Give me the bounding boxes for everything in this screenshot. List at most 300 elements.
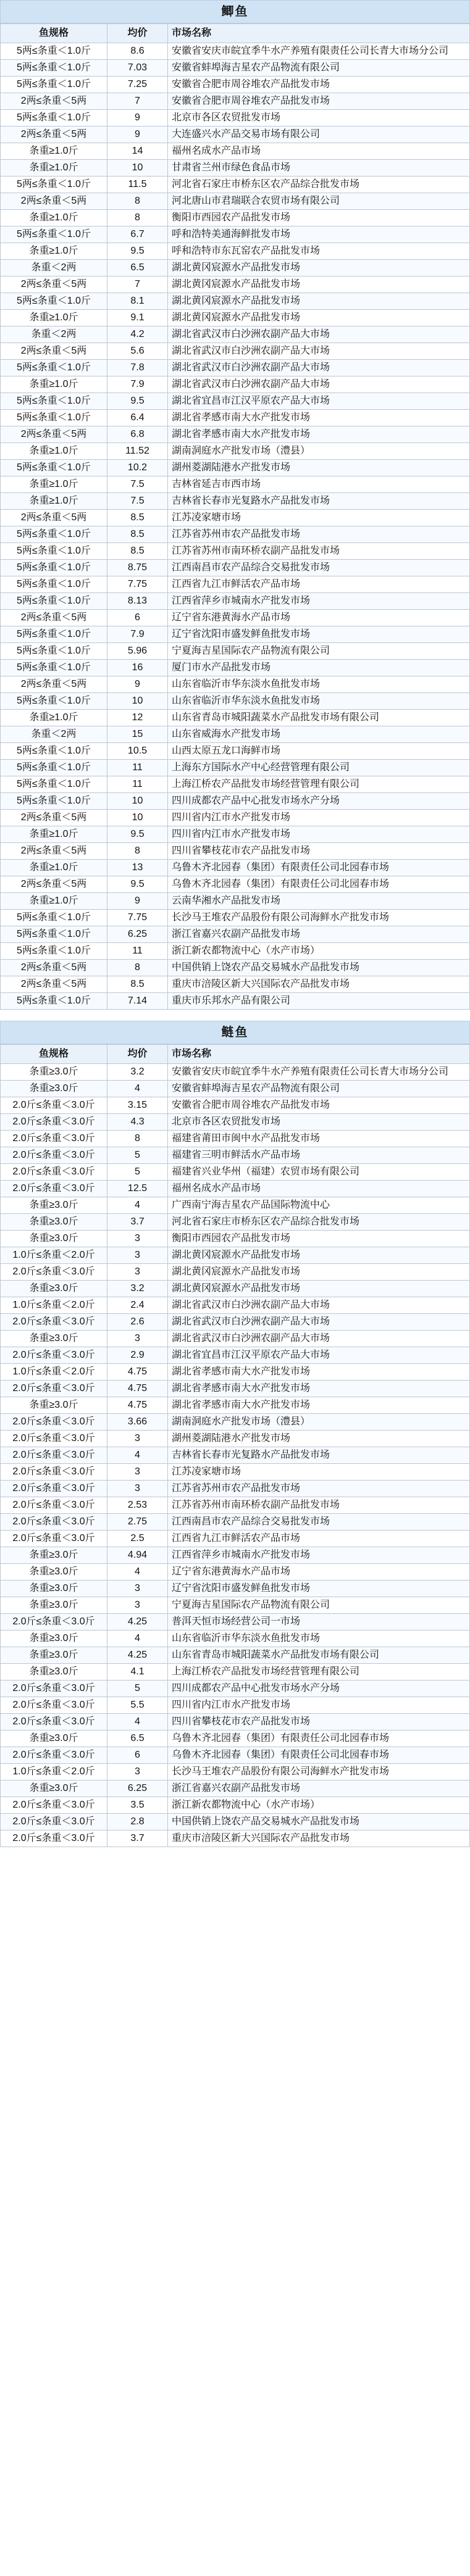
table-row	[1, 510, 470, 526]
cell-spec: 2.0斤≤条重＜3.0斤	[1, 1714, 107, 1730]
cell-spec: 5两≤条重＜1.0斤	[1, 226, 107, 243]
table-row	[1, 1497, 470, 1514]
table-row	[1, 110, 470, 127]
table-row	[1, 626, 470, 643]
cell-spec: 5两≤条重＜1.0斤	[1, 410, 107, 426]
cell-price: 11	[107, 776, 168, 793]
cell-spec: 5两≤条重＜1.0斤	[1, 643, 107, 660]
table-row	[1, 243, 470, 260]
table-row	[1, 276, 470, 293]
cell-market: 江苏省苏州市南环桥农副产品批发市场	[168, 543, 470, 560]
table-row	[1, 410, 470, 426]
cell-market: 湖北省武汉市白沙洲农副产品大市场	[168, 1297, 470, 1314]
cell-price: 4.75	[107, 1397, 168, 1414]
table-row	[1, 526, 470, 543]
cell-spec: 2.0斤≤条重＜3.0斤	[1, 1747, 107, 1764]
cell-market: 安徽省合肥市周谷堆农产品批发市场	[168, 1097, 470, 1114]
cell-spec: 2两≤条重＜5两	[1, 276, 107, 293]
table-row	[1, 1614, 470, 1631]
table-row	[1, 1431, 470, 1447]
cell-market: 江苏省苏州市南环桥农副产品批发市场	[168, 1497, 470, 1514]
cell-price: 6.7	[107, 226, 168, 243]
cell-spec: 2两≤条重＜5两	[1, 960, 107, 976]
cell-price: 9	[107, 676, 168, 693]
cell-spec: 5两≤条重＜1.0斤	[1, 293, 107, 310]
cell-market: 河北唐山市君瑞联合农贸市场有限公司	[168, 193, 470, 210]
cell-spec: 2.0斤≤条重＜3.0斤	[1, 1531, 107, 1547]
cell-spec: 条重≥1.0斤	[1, 243, 107, 260]
cell-price: 6.5	[107, 260, 168, 276]
table-row	[1, 1164, 470, 1181]
cell-spec: 5两≤条重＜1.0斤	[1, 177, 107, 193]
table-row	[1, 193, 470, 210]
header-market: 市场名称	[168, 24, 470, 43]
cell-price: 9.5	[107, 243, 168, 260]
table-row	[1, 610, 470, 626]
header-price: 均价	[107, 1045, 168, 1064]
cell-price: 6	[107, 1747, 168, 1764]
price-table	[0, 1044, 470, 1847]
cell-spec: 5两≤条重＜1.0斤	[1, 993, 107, 1010]
cell-spec: 5两≤条重＜1.0斤	[1, 560, 107, 576]
cell-price: 12.5	[107, 1181, 168, 1197]
cell-price: 4.2	[107, 326, 168, 343]
cell-spec: 2.0斤≤条重＜3.0斤	[1, 1164, 107, 1181]
cell-price: 8	[107, 960, 168, 976]
table-row	[1, 360, 470, 376]
cell-price: 8.13	[107, 593, 168, 610]
cell-price: 5.5	[107, 1697, 168, 1714]
cell-spec: 2两≤条重＜5两	[1, 676, 107, 693]
cell-market: 湖北省孝感市南大水产批发市场	[168, 410, 470, 426]
cell-price: 2.53	[107, 1497, 168, 1514]
cell-market: 江苏凌家塘市场	[168, 510, 470, 526]
table-row	[1, 60, 470, 77]
cell-price: 3	[107, 1481, 168, 1497]
cell-market: 重庆市乐邦水产品有限公司	[168, 993, 470, 1010]
cell-spec: 5两≤条重＜1.0斤	[1, 576, 107, 593]
cell-spec: 2.0斤≤条重＜3.0斤	[1, 1514, 107, 1531]
cell-market: 湖北省孝感市南大水产批发市场	[168, 426, 470, 443]
table-row	[1, 1547, 470, 1564]
table-row	[1, 77, 470, 93]
table-row	[1, 293, 470, 310]
cell-spec: 条重＜2两	[1, 260, 107, 276]
table-row	[1, 1131, 470, 1147]
cell-price: 3	[107, 1464, 168, 1481]
cell-market: 上海江桥农产品批发市场经营管理有限公司	[168, 1664, 470, 1681]
table-row	[1, 593, 470, 610]
cell-spec: 2.0斤≤条重＜3.0斤	[1, 1147, 107, 1164]
cell-market: 山东省临沂市华东淡水鱼批发市场	[168, 693, 470, 710]
cell-market: 安徽省安庆市皖宜季牛水产养殖有限责任公司长青大市场分公司	[168, 43, 470, 60]
cell-price: 3.5	[107, 1797, 168, 1814]
cell-market: 山东省临沂市华东淡水鱼批发市场	[168, 676, 470, 693]
cell-price: 10	[107, 793, 168, 810]
table-row	[1, 1631, 470, 1647]
cell-price: 2.4	[107, 1297, 168, 1314]
table-row	[1, 1381, 470, 1397]
cell-spec: 条重≥1.0斤	[1, 160, 107, 177]
cell-price: 9.5	[107, 876, 168, 893]
table-row	[1, 1514, 470, 1531]
cell-price: 8.1	[107, 293, 168, 310]
cell-spec: 条重≥1.0斤	[1, 443, 107, 460]
cell-spec: 2两≤条重＜5两	[1, 127, 107, 143]
cell-price: 6	[107, 610, 168, 626]
cell-price: 3	[107, 1597, 168, 1614]
cell-market: 湖北黄冈宸源水产品批发市场	[168, 310, 470, 326]
cell-price: 7.5	[107, 476, 168, 493]
table-row	[1, 1347, 470, 1364]
cell-spec: 2.0斤≤条重＜3.0斤	[1, 1314, 107, 1331]
cell-price: 4.1	[107, 1664, 168, 1681]
cell-market: 湖南洞庭水产批发市场（澧县）	[168, 1414, 470, 1431]
section-title: 鲢鱼	[0, 1021, 470, 1044]
cell-market: 呼和浩特市东瓦窑农产品批发市场	[168, 243, 470, 260]
cell-market: 重庆市涪陵区新大兴国际农产品批发市场	[168, 976, 470, 993]
cell-spec: 2两≤条重＜5两	[1, 610, 107, 626]
cell-market: 安徽省合肥市周谷堆农产品批发市场	[168, 93, 470, 110]
cell-spec: 条重≥3.0斤	[1, 1081, 107, 1097]
table-row	[1, 543, 470, 560]
cell-spec: 2两≤条重＜5两	[1, 976, 107, 993]
cell-spec: 5两≤条重＜1.0斤	[1, 593, 107, 610]
cell-price: 6.8	[107, 426, 168, 443]
cell-market: 乌鲁木齐北园春（集团）有限责任公司北园春市场	[168, 860, 470, 876]
cell-market: 衡阳市西园农产品批发市场	[168, 1231, 470, 1247]
table-row	[1, 1814, 470, 1830]
cell-price: 15	[107, 726, 168, 743]
cell-price: 7.9	[107, 376, 168, 393]
table-row	[1, 1664, 470, 1681]
table-row	[1, 910, 470, 926]
table-row	[1, 1297, 470, 1314]
cell-market: 辽宁省东港黄海水产品市场	[168, 1564, 470, 1581]
cell-market: 山东省青岛市城阳蔬菜水产品批发市场有限公司	[168, 710, 470, 726]
cell-spec: 条重≥3.0斤	[1, 1214, 107, 1231]
table-row	[1, 743, 470, 760]
table-row	[1, 1647, 470, 1664]
cell-market: 山东省临沂市华东淡水鱼批发市场	[168, 1631, 470, 1647]
cell-price: 4.25	[107, 1647, 168, 1664]
cell-price: 10	[107, 160, 168, 177]
cell-spec: 2.0斤≤条重＜3.0斤	[1, 1447, 107, 1464]
cell-price: 4.94	[107, 1547, 168, 1564]
cell-price: 16	[107, 660, 168, 676]
cell-spec: 5两≤条重＜1.0斤	[1, 926, 107, 943]
table-row	[1, 393, 470, 410]
cell-market: 甘肃省兰州市绿色食品市场	[168, 160, 470, 177]
cell-spec: 条重≥1.0斤	[1, 376, 107, 393]
cell-market: 湖北省孝感市南大水产批发市场	[168, 1381, 470, 1397]
cell-spec: 条重≥3.0斤	[1, 1231, 107, 1247]
cell-market: 湖北黄冈宸源水产品批发市场	[168, 1281, 470, 1297]
cell-market: 湖北省武汉市白沙洲农副产品大市场	[168, 1314, 470, 1331]
cell-market: 湖北黄冈宸源水产品批发市场	[168, 1264, 470, 1281]
cell-market: 厦门市水产品批发市场	[168, 660, 470, 676]
cell-price: 4.75	[107, 1364, 168, 1381]
table-row	[1, 1314, 470, 1331]
cell-spec: 条重≥3.0斤	[1, 1281, 107, 1297]
section-spacer	[0, 1010, 470, 1021]
table-row	[1, 376, 470, 393]
cell-market: 吉林省长春市光复路水产品批发市场	[168, 493, 470, 510]
cell-price: 4	[107, 1447, 168, 1464]
cell-market: 福建省三明市鲜活水产品市场	[168, 1147, 470, 1164]
table-row	[1, 476, 470, 493]
table-row	[1, 1764, 470, 1780]
cell-market: 江西省萍乡市城南水产批发市场	[168, 1547, 470, 1564]
cell-price: 4.3	[107, 1114, 168, 1131]
cell-spec: 2.0斤≤条重＜3.0斤	[1, 1414, 107, 1431]
cell-price: 6.4	[107, 410, 168, 426]
cell-market: 湖北黄冈宸源水产品批发市场	[168, 1247, 470, 1264]
table-row	[1, 1197, 470, 1214]
cell-price: 6.5	[107, 1730, 168, 1747]
cell-market: 河北省石家庄市桥东区农产品综合批发市场	[168, 177, 470, 193]
cell-market: 四川省内江市水产批发市场	[168, 826, 470, 843]
cell-market: 四川省内江市水产批发市场	[168, 1697, 470, 1714]
table-row	[1, 1780, 470, 1797]
cell-price: 10	[107, 693, 168, 710]
cell-price: 3	[107, 1764, 168, 1780]
table-row	[1, 460, 470, 476]
cell-market: 四川省内江市水产批发市场	[168, 810, 470, 826]
table-row	[1, 1564, 470, 1581]
table-row	[1, 1714, 470, 1730]
cell-spec: 2两≤条重＜5两	[1, 510, 107, 526]
cell-spec: 条重≥3.0斤	[1, 1597, 107, 1614]
cell-price: 14	[107, 143, 168, 160]
table-row	[1, 926, 470, 943]
cell-price: 3	[107, 1264, 168, 1281]
table-row	[1, 127, 470, 143]
cell-price: 13	[107, 860, 168, 876]
cell-price: 3.15	[107, 1097, 168, 1114]
cell-spec: 2.0斤≤条重＜3.0斤	[1, 1497, 107, 1514]
cell-spec: 条重≥3.0斤	[1, 1197, 107, 1214]
cell-market: 福建省莆田市闽中水产品批发市场	[168, 1131, 470, 1147]
cell-spec: 5两≤条重＜1.0斤	[1, 110, 107, 127]
cell-market: 江苏省苏州市农产品批发市场	[168, 526, 470, 543]
cell-market: 江苏省苏州市农产品批发市场	[168, 1481, 470, 1497]
cell-market: 湖北省宜昌市江汉平原农产品大市场	[168, 393, 470, 410]
cell-spec: 2.0斤≤条重＜3.0斤	[1, 1681, 107, 1697]
cell-market: 衡阳市西园农产品批发市场	[168, 210, 470, 226]
cell-price: 2.75	[107, 1514, 168, 1531]
cell-market: 江西南昌市农产品综合交易批发市场	[168, 1514, 470, 1531]
cell-price: 8.5	[107, 526, 168, 543]
cell-price: 9	[107, 893, 168, 910]
cell-market: 辽宁省沈阳市盛发鲜鱼批发市场	[168, 1581, 470, 1597]
cell-market: 湖北黄冈宸源水产品批发市场	[168, 293, 470, 310]
cell-spec: 2.0斤≤条重＜3.0斤	[1, 1114, 107, 1131]
cell-spec: 5两≤条重＜1.0斤	[1, 43, 107, 60]
cell-spec: 5两≤条重＜1.0斤	[1, 943, 107, 960]
cell-spec: 2两≤条重＜5两	[1, 843, 107, 860]
cell-price: 3	[107, 1231, 168, 1247]
cell-market: 辽宁省东港黄海水产品市场	[168, 610, 470, 626]
cell-price: 11	[107, 760, 168, 776]
cell-spec: 5两≤条重＜1.0斤	[1, 543, 107, 560]
cell-spec: 2.0斤≤条重＜3.0斤	[1, 1264, 107, 1281]
cell-price: 3.66	[107, 1414, 168, 1431]
cell-market: 长沙马王堆农产品股份有限公司海鲜水产批发市场	[168, 1764, 470, 1780]
cell-price: 4.25	[107, 1614, 168, 1631]
cell-price: 4	[107, 1197, 168, 1214]
table-row	[1, 660, 470, 676]
cell-price: 8	[107, 210, 168, 226]
cell-market: 宁夏海吉星国际农产品物流有限公司	[168, 1597, 470, 1614]
header-price: 均价	[107, 24, 168, 43]
cell-market: 四川省攀枝花市农产品批发市场	[168, 843, 470, 860]
cell-market: 湖北省武汉市白沙洲农副产品大市场	[168, 376, 470, 393]
cell-market: 福州名成水产品市场	[168, 143, 470, 160]
cell-spec: 条重≥3.0斤	[1, 1331, 107, 1347]
table-row	[1, 43, 470, 60]
table-row	[1, 1097, 470, 1114]
cell-price: 8.5	[107, 543, 168, 560]
cell-price: 5	[107, 1164, 168, 1181]
cell-spec: 条重＜2两	[1, 726, 107, 743]
cell-price: 9	[107, 127, 168, 143]
cell-market: 山西太原五龙口海鲜市场	[168, 743, 470, 760]
cell-price: 5.6	[107, 343, 168, 360]
table-row	[1, 1414, 470, 1431]
cell-price: 8.6	[107, 43, 168, 60]
table-row	[1, 1397, 470, 1414]
cell-price: 9.1	[107, 310, 168, 326]
cell-price: 3	[107, 1247, 168, 1264]
table-row	[1, 860, 470, 876]
table-row	[1, 643, 470, 660]
cell-price: 10	[107, 810, 168, 826]
cell-market: 呼和浩特美通海鲜批发市场	[168, 226, 470, 243]
cell-market: 普洱天恒市场经营公司一市场	[168, 1614, 470, 1631]
header-spec: 鱼规格	[1, 1045, 107, 1064]
table-row	[1, 793, 470, 810]
table-row	[1, 726, 470, 743]
cell-spec: 条重≥1.0斤	[1, 860, 107, 876]
table-row	[1, 1231, 470, 1247]
table-row	[1, 1697, 470, 1714]
cell-price: 4	[107, 1714, 168, 1730]
cell-price: 5	[107, 1147, 168, 1164]
cell-price: 5.96	[107, 643, 168, 660]
cell-market: 上海江桥农产品批发市场经营管理有限公司	[168, 776, 470, 793]
cell-market: 安徽省蚌埠海吉星农产品物流有限公司	[168, 1081, 470, 1097]
cell-spec: 2.0斤≤条重＜3.0斤	[1, 1814, 107, 1830]
cell-market: 江西省萍乡市城南水产批发市场	[168, 593, 470, 610]
cell-price: 7.25	[107, 77, 168, 93]
table-row	[1, 443, 470, 460]
cell-price: 8.5	[107, 510, 168, 526]
cell-spec: 1.0斤≤条重＜2.0斤	[1, 1247, 107, 1264]
cell-spec: 2两≤条重＜5两	[1, 193, 107, 210]
table-row	[1, 943, 470, 960]
table-row	[1, 1281, 470, 1297]
table-row	[1, 310, 470, 326]
cell-spec: 2两≤条重＜5两	[1, 426, 107, 443]
table-row	[1, 710, 470, 726]
cell-market: 安徽省安庆市皖宜季牛水产养殖有限责任公司长青大市场分公司	[168, 1064, 470, 1081]
cell-market: 安徽省合肥市周谷堆农产品批发市场	[168, 77, 470, 93]
table-row	[1, 576, 470, 593]
cell-price: 8	[107, 193, 168, 210]
cell-price: 2.5	[107, 1531, 168, 1547]
cell-spec: 条重＜2两	[1, 326, 107, 343]
cell-price: 6.25	[107, 1780, 168, 1797]
cell-market: 湖北黄冈宸源水产品批发市场	[168, 260, 470, 276]
cell-market: 湖北省武汉市白沙洲农副产品大市场	[168, 1331, 470, 1347]
table-row	[1, 1581, 470, 1597]
table-row	[1, 776, 470, 793]
table-row	[1, 1830, 470, 1847]
table-row	[1, 93, 470, 110]
cell-spec: 5两≤条重＜1.0斤	[1, 60, 107, 77]
cell-price: 3	[107, 1431, 168, 1447]
cell-price: 7.5	[107, 493, 168, 510]
cell-market: 宁夏海吉星国际农产品物流有限公司	[168, 643, 470, 660]
cell-spec: 条重≥1.0斤	[1, 893, 107, 910]
cell-price: 11.5	[107, 177, 168, 193]
table-row	[1, 493, 470, 510]
cell-market: 河北省石家庄市桥东区农产品综合批发市场	[168, 1214, 470, 1231]
table-row	[1, 1730, 470, 1747]
cell-spec: 条重≥3.0斤	[1, 1730, 107, 1747]
cell-price: 7	[107, 276, 168, 293]
cell-price: 8.5	[107, 976, 168, 993]
cell-market: 湖北省武汉市白沙洲农副产品大市场	[168, 343, 470, 360]
cell-spec: 5两≤条重＜1.0斤	[1, 910, 107, 926]
cell-market: 辽宁省沈阳市盛发鲜鱼批发市场	[168, 626, 470, 643]
cell-price: 11	[107, 943, 168, 960]
cell-spec: 5两≤条重＜1.0斤	[1, 360, 107, 376]
cell-price: 10.2	[107, 460, 168, 476]
cell-spec: 2.0斤≤条重＜3.0斤	[1, 1697, 107, 1714]
cell-spec: 5两≤条重＜1.0斤	[1, 77, 107, 93]
cell-spec: 条重≥3.0斤	[1, 1547, 107, 1564]
cell-market: 北京市各区农贸批发市场	[168, 1114, 470, 1131]
cell-spec: 条重≥3.0斤	[1, 1664, 107, 1681]
cell-spec: 条重≥3.0斤	[1, 1780, 107, 1797]
table-row	[1, 876, 470, 893]
cell-price: 3.7	[107, 1830, 168, 1847]
cell-spec: 2.0斤≤条重＜3.0斤	[1, 1614, 107, 1631]
cell-spec: 2.0斤≤条重＜3.0斤	[1, 1097, 107, 1114]
cell-spec: 2两≤条重＜5两	[1, 343, 107, 360]
cell-market: 浙江省嘉兴农副产品批发市场	[168, 926, 470, 943]
cell-spec: 2.0斤≤条重＜3.0斤	[1, 1830, 107, 1847]
cell-spec: 5两≤条重＜1.0斤	[1, 693, 107, 710]
table-row	[1, 210, 470, 226]
table-row	[1, 693, 470, 710]
cell-price: 7.14	[107, 993, 168, 1010]
cell-spec: 2.0斤≤条重＜3.0斤	[1, 1431, 107, 1447]
cell-price: 8	[107, 843, 168, 860]
cell-market: 大连盛兴水产品交易市场有限公司	[168, 127, 470, 143]
cell-market: 吉林省延吉市西市场	[168, 476, 470, 493]
table-row	[1, 760, 470, 776]
cell-spec: 2.0斤≤条重＜3.0斤	[1, 1381, 107, 1397]
table-row	[1, 810, 470, 826]
cell-market: 福州名成水产品市场	[168, 1181, 470, 1197]
cell-market: 云南华湘水产品批发市场	[168, 893, 470, 910]
cell-spec: 条重≥3.0斤	[1, 1397, 107, 1414]
cell-price: 2.8	[107, 1814, 168, 1830]
cell-price: 10.5	[107, 743, 168, 760]
